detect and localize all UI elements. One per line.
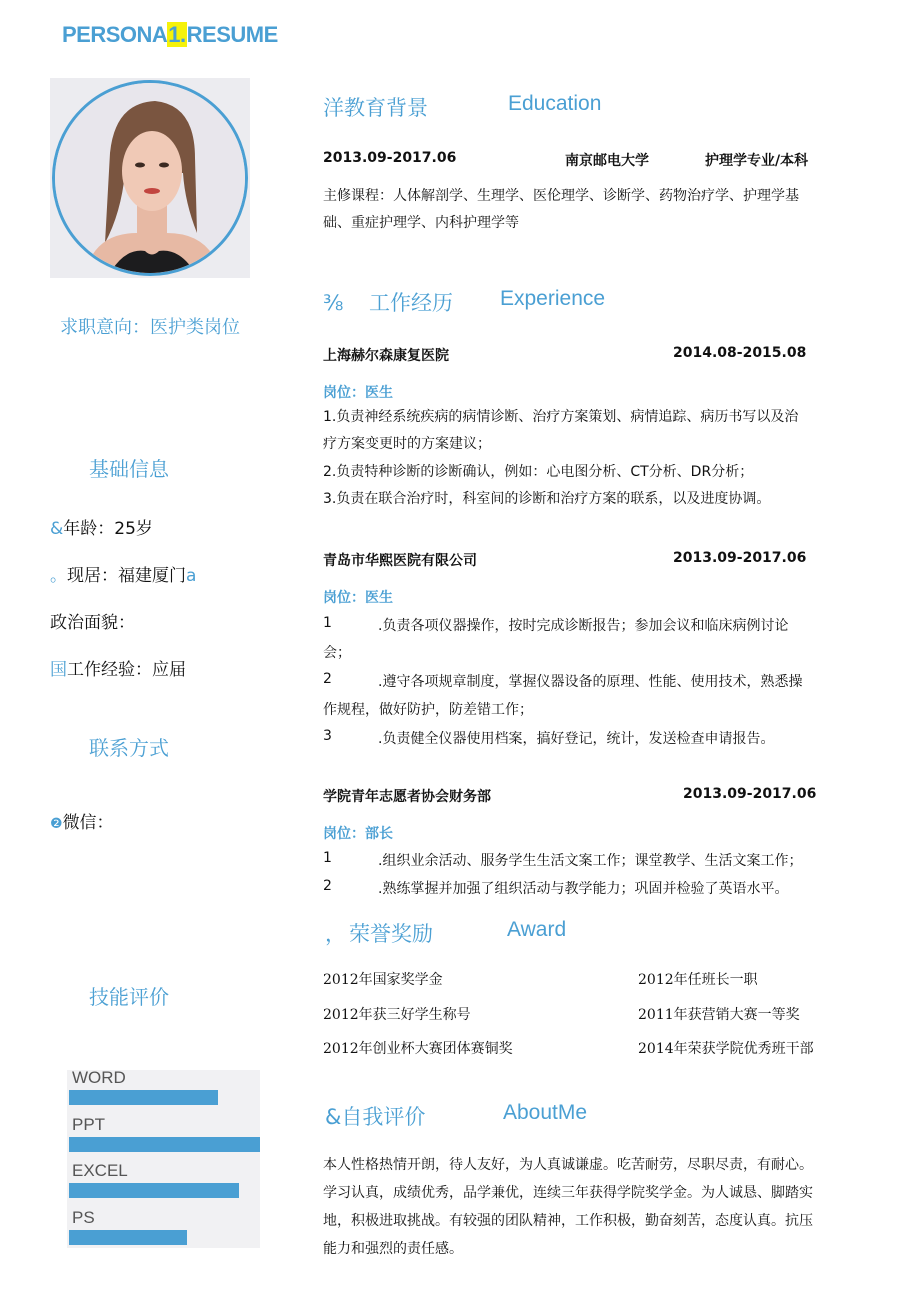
politics-label: 政治面貌： [50, 613, 135, 633]
award-item: 2012年创业杯大赛团体赛铜奖 [323, 1041, 513, 1057]
job-position: 岗位：医生 [323, 590, 393, 606]
wechat-icon: ❷ [50, 816, 63, 832]
job-period: 2014.08-2015.08 [673, 345, 807, 361]
job-item-line: .组织业余活动、服务学生生活文案工作；课堂教学、生活文案工作； [378, 853, 803, 869]
politics-row [50, 608, 135, 633]
residence-row [50, 561, 196, 586]
about-title-en: AboutMe [503, 1101, 588, 1124]
job-item-line: 作规程，做好防护，防差错工作； [323, 702, 533, 718]
experience-title-text: 工作经历 [369, 291, 453, 315]
skills-panel [67, 1070, 260, 1248]
age-icon: & [50, 519, 64, 539]
award-item: 2012年国家奖学金 [323, 972, 443, 988]
job-org: 上海赫尔森康复医院 [323, 348, 449, 364]
skill-label: PS [72, 1207, 95, 1227]
about-title-text: 自我评价 [341, 1105, 426, 1129]
skill-bar [69, 1090, 218, 1105]
awards-title-text: 荣誉奖励 [349, 922, 433, 946]
skill-label: EXCEL [72, 1161, 128, 1180]
job-org: 学院青年志愿者协会财务部 [323, 789, 491, 805]
education-title-text: 教育背景 [344, 96, 428, 120]
wechat-row [50, 808, 114, 833]
logo-part1: PERSONA [62, 22, 168, 47]
job-item-num: 1 [323, 615, 332, 631]
job-item-num: 2 [323, 671, 332, 687]
job-line: 2.负责特种诊断的诊断确认，例如：心电图分析、CT分析、DR分析； [323, 464, 754, 480]
job-line: 3.负责在联合治疗时，科室间的诊断和治疗方案的联系，以及进度协调。 [323, 491, 771, 507]
basic-info-title: 基础信息 [89, 457, 169, 481]
award-item: 2012年任班长一职 [638, 972, 758, 988]
experience-icon: 国 [50, 660, 67, 680]
job-intent: 求职意向：医护类岗位 [60, 317, 240, 338]
award-item: 2014年荣获学院优秀班干部 [638, 1041, 814, 1057]
residence-label: 现居： [67, 566, 118, 586]
awards-title [325, 918, 433, 948]
about-line: 地，积极进取挑战。有较强的团队精神，工作积极，勤奋刻苦，态度认真。抗压 [323, 1213, 813, 1229]
residence-value: 福建厦门 [118, 566, 186, 586]
job-item-line: 会； [323, 645, 351, 661]
job-item-line: .负责健全仪器使用档案，搞好登记，统计，发送检查申请报告。 [378, 731, 775, 747]
skill-label: WORD [72, 1068, 126, 1087]
wechat-label: 微信： [62, 813, 114, 833]
logo-part2: RESUME [186, 22, 278, 47]
experience-title-prefix: ⅜ [323, 291, 344, 315]
about-line: 学习认真，成绩优秀，品学兼优，连续三年获得学院奖学金。为人诚恳、脚踏实 [323, 1185, 813, 1201]
job-position: 岗位：医生 [323, 385, 393, 401]
job-item-num: 1 [323, 850, 332, 866]
skill-bar [69, 1183, 239, 1198]
age-label: 年龄： [63, 519, 115, 539]
experience-value: 应届 [152, 660, 186, 680]
award-item: 2011年获营销大赛一等奖 [638, 1007, 800, 1023]
about-line: 能力和强烈的责任感。 [323, 1241, 463, 1257]
experience-title [323, 287, 453, 317]
awards-title-en: Award [507, 918, 567, 941]
job-item-line: .遵守各项规章制度，掌握仪器设备的原理、性能、使用技术，熟悉操 [378, 674, 803, 690]
job-item-num: 3 [323, 728, 332, 744]
logo-highlight: 1. [168, 22, 186, 47]
age-row [50, 514, 153, 539]
age-value: 25岁 [114, 519, 153, 539]
skill-bar [69, 1230, 187, 1245]
experience-row [50, 655, 186, 680]
job-item-line: .熟练掌握并加强了组织活动与教学能力；巩固并检验了英语水平。 [378, 881, 789, 897]
skills-title: 技能评价 [89, 985, 169, 1009]
education-courses-line2: 础、重症护理学、内科护理学等 [323, 215, 519, 231]
about-line: 本人性格热情开朗，待人友好，为人真诚谦虚。吃苦耐劳，尽职尽责，有耐心。 [323, 1157, 813, 1173]
portrait-illustration [55, 83, 245, 273]
experience-label: 工作经验： [67, 660, 152, 680]
about-title [325, 1101, 425, 1131]
education-title [323, 92, 428, 122]
contact-title: 联系方式 [89, 736, 169, 760]
about-title-prefix: & [325, 1105, 342, 1129]
job-item-num: 2 [323, 878, 332, 894]
skill-bar [69, 1137, 260, 1152]
job-org: 青岛市华熙医院有限公司 [323, 553, 477, 569]
job-item-line: .负责各项仪器操作，按时完成诊断报告；参加会议和临床病例讨论 [378, 618, 789, 634]
education-period: 2013.09-2017.06 [323, 150, 457, 166]
residence-suffix: a [186, 566, 197, 586]
job-position: 岗位：部长 [323, 826, 393, 842]
skill-label: PPT [72, 1114, 106, 1134]
profile-photo [50, 78, 250, 278]
job-period: 2013.09-2017.06 [673, 550, 807, 566]
job-period: 2013.09-2017.06 [683, 786, 817, 802]
awards-title-prefix: ， [325, 922, 346, 946]
education-title-en: Education [508, 92, 602, 115]
education-major: 护理学专业/本科 [705, 153, 809, 169]
award-item: 2012年获三好学生称号 [323, 1007, 471, 1023]
education-school: 南京邮电大学 [565, 153, 649, 169]
resume-logo [62, 22, 278, 48]
job-line: 疗方案变更时的方案建议； [323, 436, 491, 452]
education-courses-line1: 主修课程：人体解剖学、生理学、医伦理学、诊断学、药物治疗学、护理学基 [323, 188, 799, 204]
education-title-prefix: 洋 [323, 96, 344, 120]
avatar [52, 80, 248, 276]
job-line: 1.负责神经系统疾病的病情诊断、治疗方案策划、病情追踪、病历书写以及治 [323, 409, 799, 425]
residence-icon: 。 [50, 566, 67, 586]
experience-title-en: Experience [500, 287, 606, 310]
